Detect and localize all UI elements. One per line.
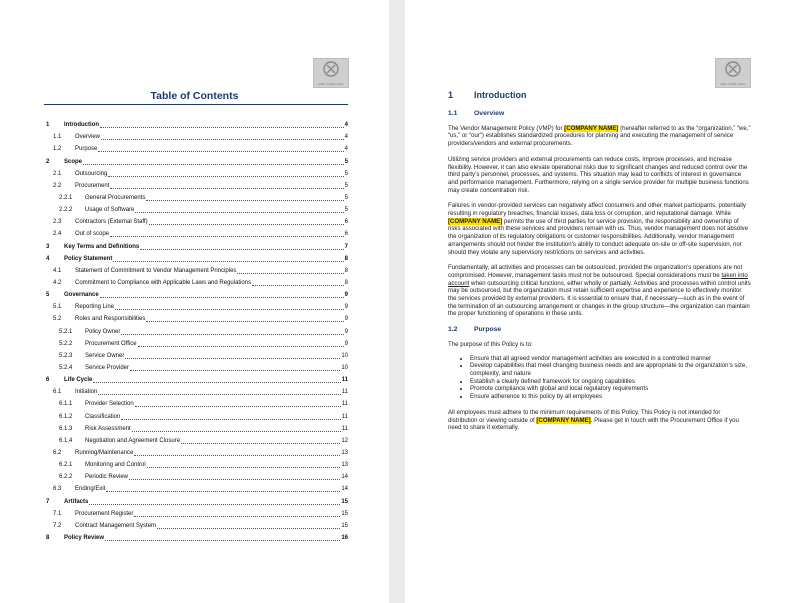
toc-entry[interactable] <box>46 311 348 323</box>
toc-entry-number: 5.2.4 <box>59 364 73 371</box>
toc-entry-page: 8 <box>344 279 348 286</box>
toc-entry-label: Running/Maintenance <box>75 449 134 456</box>
toc-entry[interactable] <box>46 238 348 250</box>
toc-entry-number: 7 <box>46 498 50 505</box>
toc-entry[interactable] <box>46 166 348 178</box>
toc-entry-label: Purpose <box>75 146 98 153</box>
toc-entry-page: 9 <box>344 292 348 299</box>
toc-entry[interactable] <box>46 287 348 299</box>
toc-entry[interactable] <box>46 275 348 287</box>
toc-entry-page: 8 <box>344 267 348 274</box>
toc-dot-leader <box>110 188 343 189</box>
toc-entry-label: Procurement <box>75 182 110 189</box>
toc-entry[interactable] <box>46 445 348 457</box>
toc-dot-leader <box>89 504 340 505</box>
toc-entry-page: 14 <box>341 486 348 493</box>
toc-entry-page: 11 <box>341 413 348 420</box>
section-heading-overview <box>448 110 751 118</box>
toc-dot-leader <box>98 151 343 152</box>
toc-entry-page: 11 <box>341 389 348 396</box>
toc-entry-label: Outsourcing <box>75 170 108 177</box>
toc-entry-label: Contract Management System <box>75 522 157 529</box>
toc-entry-label: Introduction <box>64 122 99 129</box>
toc-entry[interactable] <box>46 323 348 335</box>
toc-entry-page: 11 <box>341 377 348 384</box>
toc-entry-label: Monitoring and Control <box>85 462 146 469</box>
toc-entry-page: 9 <box>344 316 348 323</box>
toc-entry-number: 3 <box>46 243 50 250</box>
toc-entry-number: 7.1 <box>53 510 62 517</box>
toc-entry-label: Out of scope <box>75 231 110 238</box>
logo-icon <box>725 61 741 77</box>
toc-entry-number: 6.1.3 <box>59 425 73 432</box>
toc-entry[interactable] <box>46 493 348 505</box>
section-heading-purpose <box>448 326 751 334</box>
toc-entry[interactable] <box>46 190 348 202</box>
toc-entry[interactable] <box>46 178 348 190</box>
toc-entry-label: Risk Assessment <box>85 425 131 432</box>
toc-dot-leader <box>98 394 340 395</box>
toc-entry[interactable] <box>46 506 348 518</box>
toc-entry-number: 5.2 <box>53 316 62 323</box>
toc-entry-number: 6.3 <box>53 486 62 493</box>
toc-entry-label: Governance <box>64 292 99 299</box>
toc-entry[interactable] <box>46 372 348 384</box>
intro-page <box>405 0 794 603</box>
toc-entry-label: Scope <box>64 158 83 165</box>
toc-entry-number: 2 <box>46 158 50 165</box>
toc-dot-leader <box>83 164 344 165</box>
toc-entry-number: 1.1 <box>53 134 62 141</box>
toc-entry-page: 5 <box>344 207 348 214</box>
toc-entry[interactable] <box>46 129 348 141</box>
toc-entry-label: Life Cycle <box>64 377 93 384</box>
toc-entry-label: Service Owner <box>85 352 125 359</box>
company-placeholder: [COMPANY NAME] <box>536 416 591 424</box>
toc-entry-number: 4 <box>46 255 50 262</box>
toc-title: Table of Contents <box>150 90 239 102</box>
toc-entry-label: Reporting Line <box>75 304 115 311</box>
toc-entry-page: 13 <box>341 462 348 469</box>
toc-entry[interactable] <box>46 396 348 408</box>
logo-text: ADD YOUR LOGO <box>318 82 344 86</box>
toc-entry[interactable] <box>46 214 348 226</box>
list-item: • Develop capabilities that meet changing business needs and are appropriate to the organization’s size, complexity, and nature <box>470 362 751 377</box>
toc-entry-page: 7 <box>344 243 348 250</box>
toc-entry[interactable] <box>46 336 348 348</box>
page-gutter <box>389 0 405 603</box>
toc-entry-page: 14 <box>341 474 348 481</box>
toc-entry-label: Negotiation and Agreement Closure <box>85 437 181 444</box>
toc-entry-number: 1 <box>46 122 50 129</box>
toc-entry-page: 4 <box>344 134 348 141</box>
toc-dot-leader <box>157 528 340 529</box>
toc-entry-number: 6.2.2 <box>59 474 73 481</box>
toc-entry-page: 15 <box>341 498 348 505</box>
toc-entry-label: Provider Selection <box>85 401 134 408</box>
toc-entry[interactable] <box>46 469 348 481</box>
toc-entry[interactable] <box>46 421 348 433</box>
toc-entry[interactable] <box>46 141 348 153</box>
toc-dot-leader <box>121 419 340 420</box>
toc-entry-number: 6 <box>46 377 50 384</box>
logo-placeholder <box>715 58 751 88</box>
list-item: • Promote compliance with global and local regulatory requirements <box>470 385 751 393</box>
toc-dot-leader <box>132 431 341 432</box>
heading-title: Purpose <box>474 326 502 334</box>
toc-entry[interactable] <box>46 384 348 396</box>
toc-dot-leader <box>134 516 340 517</box>
toc-entry-number: 5.2.1 <box>59 328 73 335</box>
toc-entry-number: 2.2.1 <box>59 194 73 201</box>
paragraph-overview-3: Failures in vendor-provided services can negatively affect consumers and other market participants, potentially resulting in regulatory breaches, financial losses, data loss or corruption, and reputational damage. While [COMPANY NAME] permits the use of third parties for service provision, the responsibility and ownership of risks associated with these services and providers remain with us. Thus, vendor management does not absolve the organization of its regulatory obligations or customer responsibilities. Additionally, vendor management arrangements should not hinder the institution’s ability to conduct adequate on-site or off-site supervision, nor should they violate any supervisory restrictions on services and activities. <box>448 202 748 256</box>
toc-entry[interactable] <box>46 251 348 263</box>
toc-entry-page: 13 <box>341 449 348 456</box>
toc-entry-page: 6 <box>344 219 348 226</box>
toc-dot-leader <box>125 358 340 359</box>
toc-entry-label: Commitment to Compliance with Applicable Laws and Regulations <box>75 279 252 286</box>
paragraph-overview-4: Fundamentally, all activities and processes can be outsourced, provided the organization’s operations are not compromised. However, management tasks must not be outsourced. Special considerations must be taken into account when outsourcing critical functions, either wholly or partially. Activities and processes within control units may be outsourced, but the organization must retain sufficient expertise and experience to effectively monitor the services provided by external providers. It is essential to ensure that, if necessary—such as in the event of the termination of an outsourcing arrangement or changes in the group structure—the organization can maintain the proper functioning of operations in these units. <box>448 264 751 318</box>
logo-icon <box>323 61 339 77</box>
toc-dot-leader <box>100 127 344 128</box>
toc-entry-number: 2.4 <box>53 231 62 238</box>
list-item: • Ensure that all agreed vendor management activities are executed in a controlled manner <box>470 355 751 363</box>
toc-dot-leader <box>110 236 344 237</box>
toc-entry-label: Roles and Responsibilities <box>75 316 146 323</box>
toc-dot-leader <box>106 491 340 492</box>
toc-entry-number: 5 <box>46 292 50 299</box>
toc-dot-leader <box>147 467 341 468</box>
heading-title: Overview <box>474 110 505 117</box>
toc-dot-leader <box>129 479 340 480</box>
toc-entry-label: Procurement Register <box>75 510 134 517</box>
toc-entry-page: 4 <box>344 146 348 153</box>
toc-entry-page: 9 <box>344 340 348 347</box>
toc-entry-page: 11 <box>341 425 348 432</box>
toc-entry-number: 4.2 <box>53 279 62 286</box>
toc-dot-leader <box>105 540 340 541</box>
toc-divider <box>44 104 348 105</box>
toc-entry-number: 2.1 <box>53 170 62 177</box>
toc-entry-number: 7.2 <box>53 522 62 529</box>
toc-entry-label: Artifacts <box>64 498 89 505</box>
toc-entry-label: Policy Statement <box>64 255 113 262</box>
toc-entry-label: Service Provider <box>85 364 130 371</box>
purpose-bullet-list <box>448 355 751 401</box>
toc-entry-label: Key Terms and Definitions <box>64 243 140 250</box>
toc-entry-page: 5 <box>344 194 348 201</box>
toc-entry-page: 11 <box>341 401 348 408</box>
toc-entry-page: 16 <box>341 534 348 541</box>
toc-entry[interactable] <box>46 202 348 214</box>
toc-dot-leader <box>115 309 344 310</box>
toc-entry-page: 8 <box>344 255 348 262</box>
section-heading-introduction <box>448 88 751 104</box>
toc-entry-page: 9 <box>344 304 348 311</box>
toc-entry-page: 10 <box>341 352 348 359</box>
toc-dot-leader <box>237 273 343 274</box>
toc-entry-page: 5 <box>344 170 348 177</box>
toc-entry-number: 6.1 <box>53 389 62 396</box>
toc-entry-number: 4.1 <box>53 267 62 274</box>
toc-entry[interactable] <box>46 348 348 360</box>
toc-entry[interactable] <box>46 457 348 469</box>
heading-number: 1.2 <box>448 326 458 334</box>
list-item: • Establish a clearly defined framework for ongoing capabilities <box>470 378 751 386</box>
toc-entry[interactable] <box>46 299 348 311</box>
heading-title: Introduction <box>474 90 527 101</box>
toc-dot-leader <box>135 406 341 407</box>
toc-entry-label: Initiation <box>75 389 98 396</box>
toc-list <box>46 117 348 542</box>
toc-entry[interactable] <box>46 518 348 530</box>
toc-entry-page: 9 <box>344 328 348 335</box>
paragraph-purpose-intro: The purpose of this Policy is to: <box>448 340 533 348</box>
toc-dot-leader <box>134 455 340 456</box>
toc-entry-page: 15 <box>341 510 348 517</box>
toc-entry[interactable] <box>46 433 348 445</box>
toc-dot-leader <box>146 321 343 322</box>
toc-dot-leader <box>146 200 343 201</box>
toc-entry-label: Overview <box>75 134 101 141</box>
toc-entry[interactable] <box>46 481 348 493</box>
toc-entry-page: 6 <box>344 231 348 238</box>
toc-entry-number: 2.3 <box>53 219 62 226</box>
toc-dot-leader <box>93 382 340 383</box>
toc-entry[interactable] <box>46 408 348 420</box>
toc-entry[interactable] <box>46 226 348 238</box>
toc-dot-leader <box>138 346 344 347</box>
heading-number: 1.1 <box>448 110 458 117</box>
toc-entry-label: Statement of Commitment to Vendor Management Principles <box>75 267 237 274</box>
toc-page <box>0 0 389 603</box>
company-placeholder: [COMPANY NAME] <box>448 217 503 225</box>
paragraph-purpose-closing: All employees must adhere to the minimum requirements of this Policy. This Policy is not intended for distribution or viewing outside of [COMPANY NAME]. Please get in touch with the Procurement Office if you need to share it externally. <box>448 408 739 432</box>
list-item: • Ensure adherence to this policy by all employees <box>470 393 751 401</box>
toc-entry-page: 15 <box>341 522 348 529</box>
toc-entry-label: Classification <box>85 413 121 420</box>
toc-entry-page: 5 <box>344 158 348 165</box>
toc-entry-page: 5 <box>344 182 348 189</box>
toc-dot-leader <box>101 139 344 140</box>
paragraph-overview-1: The Vendor Management Policy (VMP) for [COMPANY NAME] (hereafter referred to as the “organization,” “we,” “us,” or “our”) establishes standardized procedures for planning and executing the management of service providers/vendors and external procurements. <box>448 124 751 148</box>
intro-body <box>448 88 751 440</box>
toc-entry[interactable] <box>46 153 348 165</box>
toc-entry[interactable] <box>46 263 348 275</box>
toc-dot-leader <box>130 370 340 371</box>
paragraph-overview-2: Utilizing service providers and external procurements can reduce costs, improve processes, and increase flexibility. However, it can also elevate operational risks due to significant changes and reduced control over the third party’s personnel, processes, and systems. This situation may lead to conflicts of interest in governance and performance management. Furthermore, relying on a single service provider for multiple business functions may create concentration risk. <box>448 155 749 194</box>
toc-dot-leader <box>121 334 343 335</box>
toc-entry-label: Ending/Exit <box>75 486 106 493</box>
toc-entry-number: 6.1.4 <box>59 437 73 444</box>
toc-entry-number: 6.1.1 <box>59 401 73 408</box>
toc-entry-label: Procurement Office <box>85 340 137 347</box>
toc-entry-number: 5.2.3 <box>59 352 73 359</box>
toc-dot-leader <box>100 297 344 298</box>
toc-dot-leader <box>252 285 344 286</box>
toc-entry-number: 2.2.2 <box>59 207 73 214</box>
toc-entry[interactable] <box>46 530 348 542</box>
toc-entry-number: 6.2 <box>53 449 62 456</box>
toc-entry-label: Usage of Software <box>85 207 135 214</box>
heading-number: 1 <box>448 90 454 101</box>
toc-entry-number: 5.2.2 <box>59 340 73 347</box>
toc-entry-label: Policy Review <box>64 534 105 541</box>
toc-entry-number: 6.1.2 <box>59 413 73 420</box>
toc-dot-leader <box>108 176 343 177</box>
logo-text: ADD YOUR LOGO <box>720 82 746 86</box>
company-placeholder: [COMPANY NAME] <box>564 124 619 132</box>
toc-dot-leader <box>113 261 343 262</box>
toc-entry-label: General Procurements <box>85 194 146 201</box>
toc-entry-page: 12 <box>341 437 348 444</box>
toc-entry-label: Policy Owner <box>85 328 121 335</box>
toc-entry-number: 2.2 <box>53 182 62 189</box>
toc-entry-number: 8 <box>46 534 50 541</box>
toc-entry-number: 6.2.1 <box>59 462 73 469</box>
toc-dot-leader <box>149 224 344 225</box>
toc-entry-page: 4 <box>344 122 348 129</box>
toc-dot-leader <box>140 249 343 250</box>
toc-entry-number: 5.1 <box>53 304 62 311</box>
toc-dot-leader <box>135 212 343 213</box>
toc-dot-leader <box>181 443 340 444</box>
toc-entry[interactable] <box>46 117 348 129</box>
toc-entry-page: 10 <box>341 364 348 371</box>
toc-entry[interactable] <box>46 360 348 372</box>
logo-placeholder <box>313 58 349 88</box>
toc-entry-label: Contractors (External Staff) <box>75 219 148 226</box>
toc-entry-number: 1.2 <box>53 146 62 153</box>
toc-entry-label: Periodic Review <box>85 474 129 481</box>
